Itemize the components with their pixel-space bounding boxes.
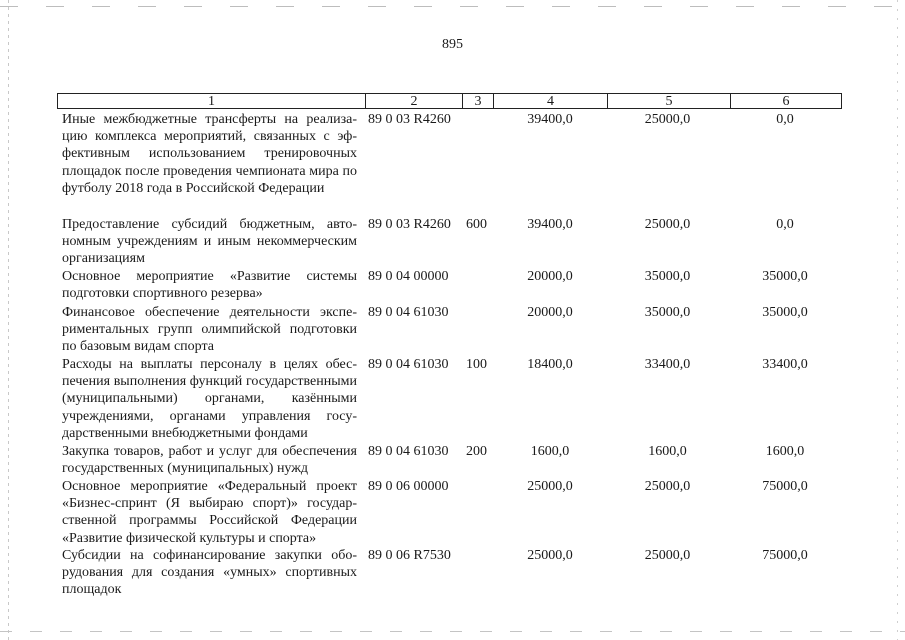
row-expense-type: 100 (466, 357, 487, 372)
row-description: Расходы на выплаты персоналу в целях обеспечения выполнения функций государственными (муниципальными) органами, казёнными учреждениями, органами управления государственными внебюджетными фондами (62, 357, 357, 441)
row-code: 89 0 06 R7530 (368, 548, 451, 563)
header-col-2: 2 (365, 94, 462, 108)
header-col-5: 5 (607, 94, 730, 108)
row-description: Финансовое обеспечение деятельности экспериментальных групп олимпийской подготовки по базовым видам спорта (62, 305, 357, 355)
row-value-col5: 25000,0 (644, 217, 691, 232)
header-col-1: 1 (208, 94, 215, 109)
row-description: Закупка товаров, работ и услуг для обеспечения государственных (муниципальных) нужд (62, 444, 357, 477)
row-value-col4: 1600,0 (530, 444, 570, 459)
row-value-col5: 1600,0 (648, 444, 687, 459)
row-value-col4: 25000,0 (527, 479, 573, 494)
row-value-col5: 35000,0 (644, 305, 691, 320)
row-value-col6: 1600,0 (765, 444, 805, 459)
header-col-4: 4 (493, 94, 607, 108)
header-col-3: 3 (462, 94, 493, 108)
row-code: 89 0 04 61030 (368, 357, 449, 372)
row-value-col6: 75000,0 (762, 548, 808, 563)
row-value-col6: 35000,0 (762, 305, 808, 320)
row-code: 89 0 03 R4260 (368, 217, 451, 232)
row-value-col4: 18400,0 (527, 357, 573, 372)
row-description: Иные межбюджетные трансферты на реализацию комплекса мероприятий, связанных с эффективным использованием тренировочных площадок после проведения чемпионата мира по футболу 2018 года в Российской Федерации (62, 112, 357, 196)
row-code: 89 0 06 00000 (368, 479, 449, 494)
row-description: Основное мероприятие «Развитие системы подготовки спортивного резерва» (62, 269, 357, 302)
row-value-col4: 20000,0 (527, 269, 573, 284)
row-value-col5: 25000,0 (644, 548, 691, 563)
row-value-col6: 0,0 (776, 217, 794, 232)
row-expense-type: 200 (466, 444, 487, 459)
row-value-col6: 35000,0 (762, 269, 808, 284)
row-value-col4: 25000,0 (527, 548, 573, 563)
row-description: Субсидии на софинансирование закупки оборудования для создания «умных» спортивных площадок (62, 548, 357, 598)
row-value-col6: 33400,0 (762, 357, 808, 372)
scan-edge-left (8, 0, 9, 640)
row-value-col5: 25000,0 (644, 112, 691, 127)
page-number: 895 (442, 37, 463, 52)
table-header-row (57, 93, 842, 109)
row-value-col4: 39400,0 (527, 217, 573, 232)
scan-edge-bottom (0, 631, 905, 632)
row-value-col5: 25000,0 (644, 479, 691, 494)
row-code: 89 0 04 61030 (368, 444, 449, 459)
row-value-col5: 33400,0 (644, 357, 691, 372)
row-description: Предоставление субсидий бюджетным, автономным учреждениям и иным некоммерческим организациям (62, 217, 357, 267)
row-code: 89 0 04 00000 (368, 269, 449, 284)
row-value-col5: 35000,0 (644, 269, 691, 284)
row-value-col6: 75000,0 (762, 479, 808, 494)
row-code: 89 0 03 R4260 (368, 112, 451, 127)
row-value-col6: 0,0 (776, 112, 794, 127)
row-value-col4: 39400,0 (527, 112, 573, 127)
row-expense-type: 600 (466, 217, 487, 232)
scan-edge-right (897, 0, 898, 640)
scan-edge-top (0, 6, 905, 7)
row-description: Основное мероприятие «Федеральный проект «Бизнес-спринт (Я выбираю спорт)» государственной программы Российской Федерации «Развитие физической культуры и спорта» (62, 479, 357, 546)
row-value-col4: 20000,0 (527, 305, 573, 320)
row-code: 89 0 04 61030 (368, 305, 449, 320)
header-col-6: 6 (730, 94, 841, 108)
